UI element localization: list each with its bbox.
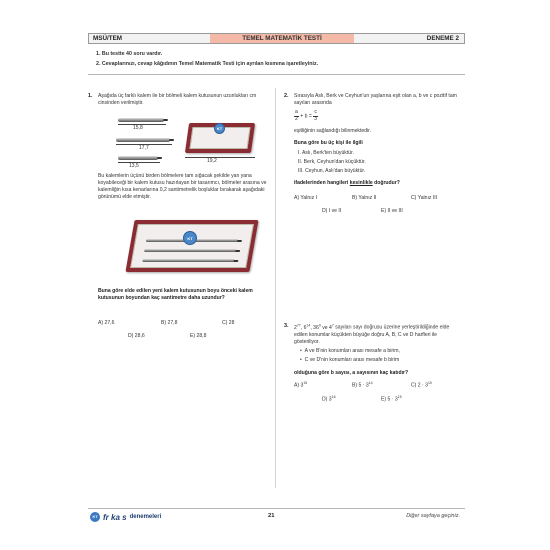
q2-number: 2. [284, 93, 289, 99]
brand-subtitle: denemeleri [129, 514, 162, 520]
q3-option-c[interactable]: C) $2 \cdot 3^{10}$ [411, 381, 432, 389]
q2-question: ifadelerinden hangileri kesinlikle doğrudur? [294, 180, 400, 186]
q2-statement-2: II. Berk, Ceyhun'dan küçüktür. [298, 159, 366, 165]
q1-body: Bu kalemlerin üçünü birden bölmelere tam sığacak şekilde yan yana koyabileceği bir kalem kutusu hazırlayan bir tasarımcı, bölmeler arasına ve kalemliğin kısa kenarlarına 0,2 santimetrelik boşluklar bırakarak aşağıdaki görünümü elde etmiştir. [98, 173, 267, 201]
q2-option-b[interactable]: B) Yalnız II [352, 195, 377, 201]
q2-prompt: Buna göre bu üç kişi ile ilgili [294, 140, 363, 146]
q3-option-a[interactable]: A) $3^{15}$ [294, 381, 308, 389]
box-pen-2 [144, 249, 237, 252]
box-logo-icon: KT [214, 123, 225, 134]
instruction-2: 2. Cevaplarınızı, cevap kâğıdının Temel Matematik Testi için ayrılan kısmına işaretleyiniz. [96, 61, 319, 67]
q2-intro: Sırasıyla Aslı, Berk ve Ceyhun'un yaşlarına eşit olan a, b ve c pozitif tam sayıları arasında [294, 93, 457, 107]
page-number: 21 [268, 513, 275, 519]
brand-logo [90, 511, 161, 523]
q3-bullet-1: • A ve B'nin konumları arası mesafe a birim, [300, 348, 400, 354]
q3-option-d[interactable]: D) $3^{16}$ [322, 395, 336, 403]
next-page-note: Diğer sayfaya geçiniz. [406, 513, 460, 519]
q1-intro: Aşağıda üç farklı kalem ile bir bölmeli kalem kutusunun uzunlukları cm cinsinden verilmiştir. [98, 93, 257, 107]
header-exam-code: MSÜ/TEM [89, 34, 210, 43]
q1-number: 1. [88, 93, 93, 99]
new-box-logo-icon: KT [183, 231, 197, 245]
pen-1 [118, 118, 164, 122]
pen-1-length: 15,8 [133, 125, 143, 131]
pen-2 [116, 138, 170, 142]
new-pen-box [125, 220, 258, 272]
box-dim-line [185, 157, 255, 158]
box-length: 19,2 [207, 158, 217, 164]
q1-option-c[interactable]: C) 28 [222, 320, 235, 326]
q3-number-list: $2^{77}$, $6^{14}$, $36^9$ ve $4^7$ [294, 323, 334, 331]
pen-3-dim-line [118, 162, 160, 163]
q3-question: olduğuna göre b sayısı, a sayısının kaç katıdır? [294, 370, 409, 376]
q2-option-e[interactable]: E) II ve III [381, 208, 403, 214]
q2-option-d[interactable]: D) I ve II [322, 208, 342, 214]
q3-option-e[interactable]: E) $5 \cdot 3^{15}$ [381, 395, 402, 403]
q1-option-a[interactable]: A) 27,6 [98, 320, 115, 326]
pen-2-length: 17,7 [139, 145, 149, 151]
pen-3 [118, 156, 158, 160]
box-pen-3 [142, 259, 235, 262]
q3-bullet-2: • C ve D'nin konumları arası mesafe b birim [300, 357, 400, 363]
q2-statement-1: I. Aslı, Berk'ten büyüktür. [298, 150, 354, 156]
q1-question: Buna göre elde edilen yeni kalem kutusunun boyu önceki kalem kutusunun boyundan kaç santimetre daha uzundur? [98, 288, 253, 302]
pen-3-length: 13,5 [129, 163, 139, 169]
q1-option-e[interactable]: E) 28,8 [190, 333, 207, 339]
brand-wordmark: fr ka s [103, 512, 127, 522]
header-divider [88, 74, 465, 75]
footer-divider [88, 508, 465, 509]
q2-option-a[interactable]: A) Yalnız I [294, 195, 318, 201]
q2-equation: $\frac{a}{2}$ + b = $\frac{c}{3}$ [295, 109, 317, 122]
q2-statement-3: III. Ceyhun, Aslı'dan büyüktür. [298, 168, 366, 174]
q1-option-b[interactable]: B) 27,8 [161, 320, 178, 326]
q1-option-d[interactable]: D) 28,6 [128, 333, 145, 339]
header-test-title: TEMEL MATEMATİK TESTİ [210, 34, 354, 43]
instruction-1: 1. Bu testte 40 soru vardır. [96, 51, 163, 57]
exam-header [88, 33, 465, 44]
q3-number: 3. [284, 323, 289, 329]
q2-option-c[interactable]: C) Yalnız III [411, 195, 438, 201]
header-trial-number: DENEME 2 [354, 34, 464, 43]
q3-intro: $2^{77}$, $6^{14}$, $36^9$ ve $4^7$ sayıları sayı doğrusu üzerine yerleştirildiğinde elde edilen konumlar küçükten büyüğe doğru A, B, C ve D harfleri ile gösteriliyor. [294, 323, 450, 345]
column-divider [275, 88, 276, 488]
brand-badge-icon: KT [90, 512, 100, 522]
q2-equation-note: eşitliğinin sağlandığı bilinmektedir. [294, 128, 372, 134]
q3-option-b[interactable]: B) $5 \cdot 3^{14}$ [352, 381, 373, 389]
